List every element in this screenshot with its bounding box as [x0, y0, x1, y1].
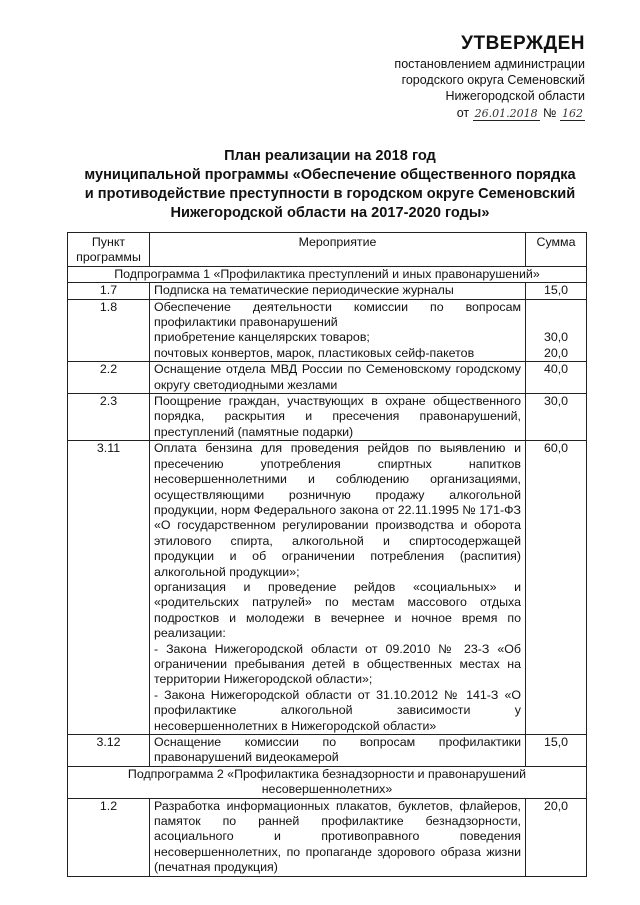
activity-line: Обеспечение деятельности комиссии по вопросам профилактики правонарушений [154, 299, 521, 330]
title-line-3: и противодействие преступности в городском округе Семеновский [84, 186, 576, 202]
title-line-4: Нижегородской области на 2017-2020 годы» [170, 205, 490, 221]
number-prefix: № [543, 106, 557, 120]
activity-text [150, 798, 526, 876]
sum-cell [526, 441, 587, 735]
approval-heading: УТВЕРЖДЕН [461, 33, 585, 54]
subprogram-1-title: Подпрограмма 1 «Профилактика преступлений и иных правонарушений» [68, 266, 587, 282]
subprogram-1-rows [68, 283, 587, 767]
subprogram-2-title [68, 766, 587, 798]
header-item-number-line-1: Пункт [91, 235, 126, 249]
item-number: 2.3 [68, 394, 150, 441]
plan-table [67, 232, 587, 877]
activity-line: почтовых конвертов, марок, пластиковых сейф-пакетов [154, 345, 475, 360]
activity-text [150, 283, 526, 299]
subprogram-1-row [68, 266, 587, 282]
table-row [68, 362, 587, 394]
sum-cell [526, 299, 587, 362]
header-item-number-line-2: программы [76, 250, 141, 265]
activity-line: - Закона Нижегородской области от 09.2010 № 23-З «Об ограничении пребывания детей в общественных местах на территории Нижегородской области»; [154, 641, 521, 687]
item-number: 3.12 [68, 735, 150, 767]
sum-value: 60,0 [543, 441, 569, 456]
approval-line-3: Нижегородской области [445, 89, 585, 103]
table-row [68, 798, 587, 876]
activity-text [150, 362, 526, 394]
sum-cell [526, 283, 587, 299]
activity-text [150, 735, 526, 767]
sum-value: 30,0 [543, 394, 569, 409]
table-header-row [68, 233, 587, 267]
item-number: 2.2 [68, 362, 150, 394]
table-row [68, 394, 587, 441]
sum-cell [526, 362, 587, 394]
header-item-number [68, 233, 150, 267]
activity-line: Разработка информационных плакатов, буклетов, флайеров, памяток по ранней профилактике безнадзорности, асоциального и противоправного поведения несовершеннолетних, по пропаганде здорового образа жизни (печатная продукция) [154, 798, 521, 875]
item-number: 1.7 [68, 283, 150, 299]
activity-line: приобретение канцелярских товаров; [154, 330, 370, 345]
activity-line: Оснащение комиссии по вопросам профилактики правонарушений видеокамерой [154, 735, 521, 765]
item-number: 1.8 [68, 299, 150, 362]
sum-cell [526, 798, 587, 876]
date-value: 26.01.2018 [474, 107, 538, 120]
item-number: 3.11 [68, 441, 150, 735]
approval-line-2: городского округа Семеновский [401, 73, 585, 87]
approval-line-1: постановлением администрации [394, 57, 585, 71]
activity-text [150, 394, 526, 441]
sum-value: 15,0 [543, 283, 569, 298]
table-row [68, 735, 587, 767]
activity-line: - Закона Нижегородской области от 31.10.2012 № 141-З «О профилактике алкогольной зависимости у несовершеннолетних в Нижегородской области» [154, 687, 521, 733]
item-number: 1.2 [68, 798, 150, 876]
document-title [60, 147, 600, 223]
activity-line: Оснащение отдела МВД России по Семеновскому городскому округу светодиодными жезлами [154, 362, 521, 392]
approval-stamp [325, 32, 585, 123]
title-line-1: План реализации на 2018 год [224, 148, 436, 164]
activity-line: организация и проведение рейдов «социальных» и «родительских патрулей» по местам массового отдыха подростков и молодежи в вечернее и ночное время по реализации: [154, 579, 521, 641]
table-row [68, 283, 587, 299]
table-row [68, 441, 587, 735]
sum-value: 20,0 [543, 345, 569, 360]
header-sum: Сумма [526, 233, 587, 267]
sum-cell [526, 735, 587, 767]
subprogram-2-rows [68, 798, 587, 876]
table-row [68, 299, 587, 362]
subprogram-2-title-line-1: Подпрограмма 2 «Профилактика безнадзорности и правонарушений [127, 766, 527, 781]
activity-line: Поощрение граждан, участвующих в охране общественного порядка, раскрытия и пресечения правонарушений, преступлений (памятные подарки) [154, 394, 521, 439]
activity-text [150, 299, 526, 362]
activity-text [150, 441, 526, 735]
number-value: 162 [562, 107, 583, 120]
activity-line: Подписка на тематические периодические журналы [154, 283, 454, 298]
sum-cell [526, 394, 587, 441]
approval-date-line [325, 104, 585, 123]
sum-value: 15,0 [543, 735, 569, 749]
sum-value: 40,0 [543, 362, 569, 377]
activity-line: Оплата бензина для проведения рейдов по выявлению и пресечению употребления спиртных напитков несовершеннолетними и соблюдению организациями, осуществляющими розничную продажу алкогольной продукции, норм Федерального закона от 22.11.1995 № 171-ФЗ «О государственном регулировании производства и оборота этилового спирта, алкогольной и спиртосодержащей продукции и об ограничении потребления (распития) алкогольной продукции»; [154, 441, 521, 579]
sum-value: 30,0 [543, 330, 569, 345]
title-line-2: муниципальной программы «Обеспечение общественного порядка [84, 167, 576, 183]
header-activity: Мероприятие [150, 233, 526, 267]
date-prefix: от [456, 106, 470, 120]
subprogram-2-title-line-2: несовершеннолетних» [261, 782, 393, 797]
subprogram-2-row [68, 766, 587, 798]
sum-value: 20,0 [543, 798, 569, 813]
